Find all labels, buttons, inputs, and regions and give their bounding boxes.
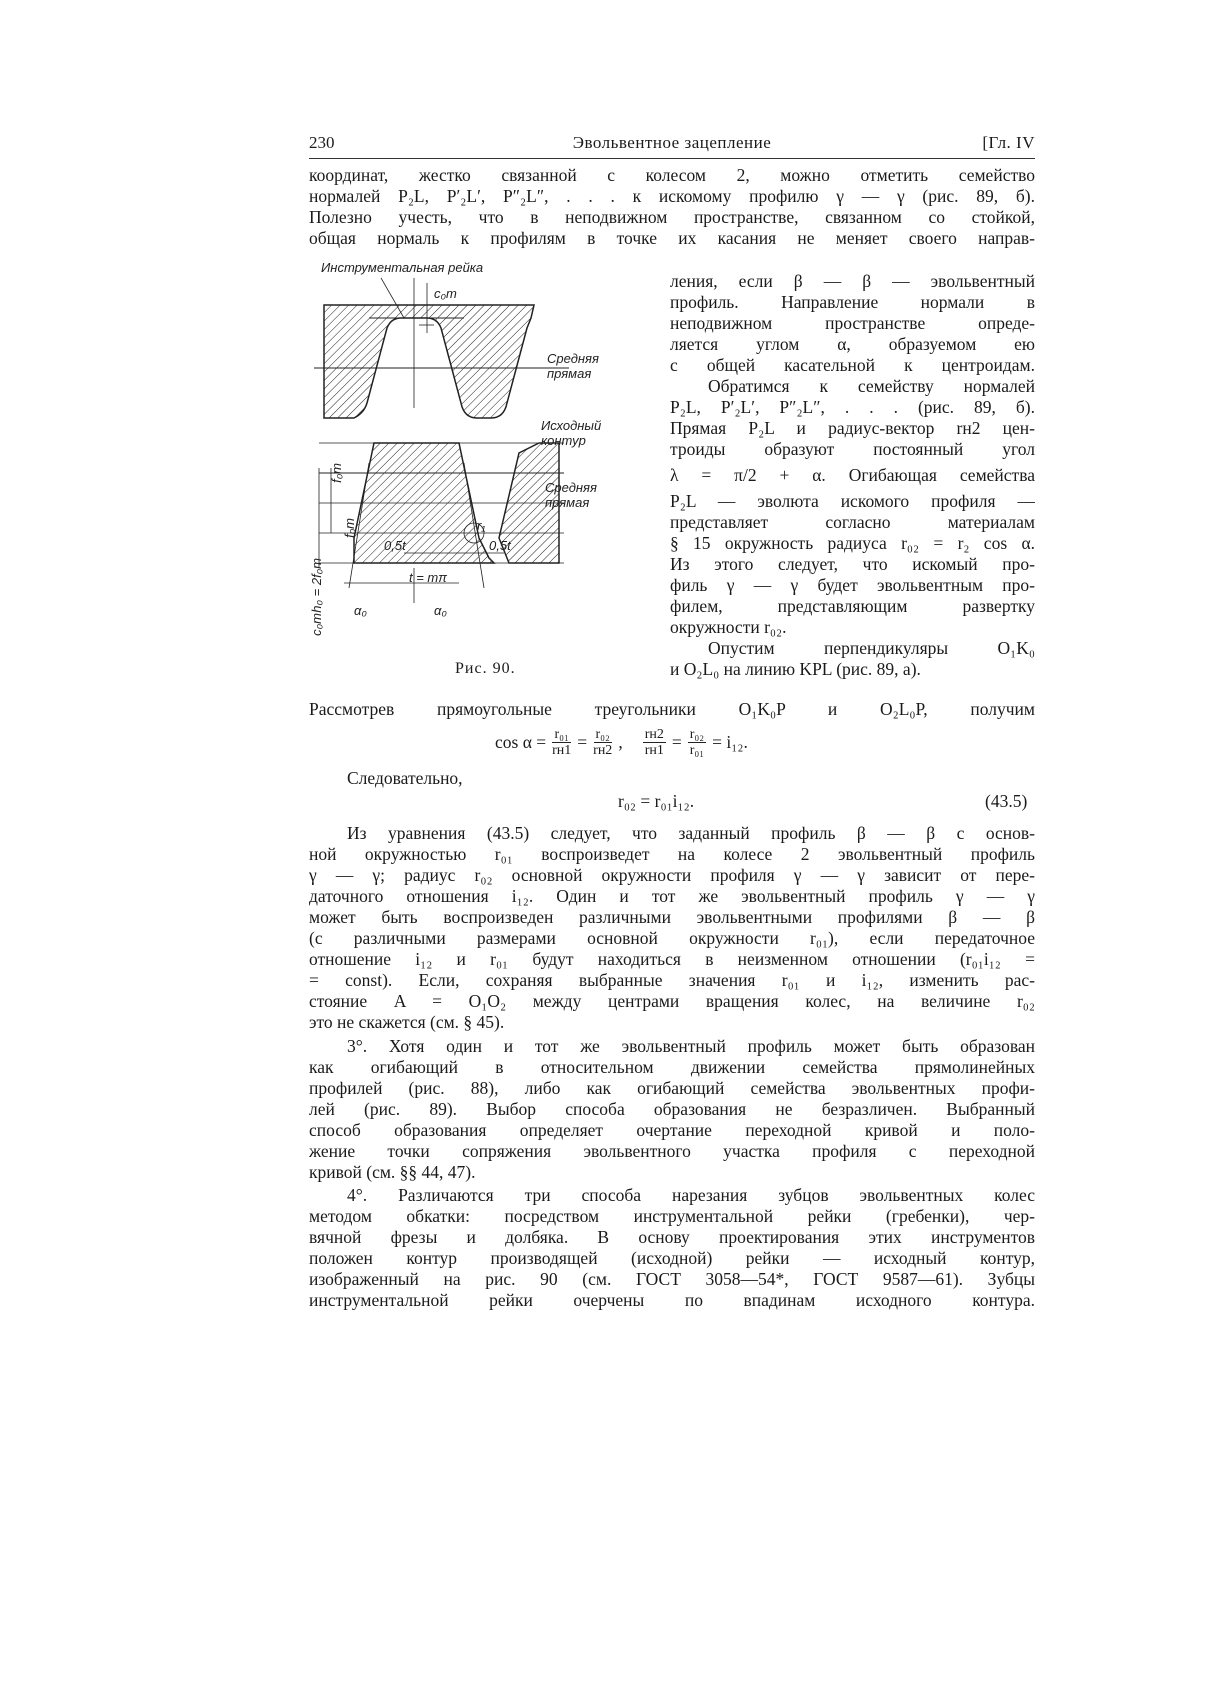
text-line: Из уравнения (43.5) следует, что заданный профиль β — β с основ- (347, 823, 1035, 843)
text-line: = const). Если, сохраняя выбранные значения r₀₁ и i₁₂, изменить рас- (309, 970, 1035, 990)
paragraph-3 (309, 1185, 1035, 1311)
text-line: ления, если β — β — эвольвентный (670, 271, 1035, 291)
numerator: r₀₁ (554, 727, 569, 742)
fraction (688, 727, 706, 758)
denominator: r₀₁ (689, 743, 705, 758)
text-line: способ образования определяет очертание переходной кривой и поло- (309, 1120, 1035, 1140)
label-h0: h₀ = 2f₀m (309, 558, 324, 613)
numerator: r₀₂ (595, 727, 610, 742)
text-line: Полезно учесть, что в неподвижном пространстве, связанном со стойкой, (309, 207, 1035, 227)
fraction (552, 727, 571, 758)
running-header (309, 133, 1035, 155)
running-title: Эвольвентное зацепление (572, 133, 772, 152)
text-line: Прямая P₂L и радиус-вектор rн2 цен- (670, 418, 1035, 438)
text-line: с общей касательной к центроидам. (670, 355, 1035, 375)
text-line: отношение i₁₂ и r₀₁ будут находиться в неизменном отношении (r₀₁i₁₂ = (309, 949, 1035, 969)
text-line: положен контур производящей (исходной) рейки — исходный контур, (309, 1248, 1035, 1268)
fraction (593, 727, 612, 758)
label-f0m: f₀m (329, 463, 344, 483)
numerator: r₀₂ (689, 727, 705, 742)
figure-caption: Рис. 90. (455, 660, 516, 677)
text-line: инструментальной рейки очерчены по впадинам исходного контура. (309, 1290, 1035, 1310)
text-line: лей (рис. 89). Выбор способа образования не безразличен. Выбранный (309, 1099, 1035, 1119)
text-line: λ = π/2 + α. Огибающая семейства (670, 465, 1035, 485)
label-half-t-1: 0,5t (384, 538, 406, 553)
numerator: rн2 (644, 727, 664, 742)
top-paragraph (309, 165, 1035, 249)
hence-line: Следовательно, (347, 768, 463, 788)
label-alpha-1: α₀ (354, 603, 367, 618)
label-r1: r₁ (477, 518, 486, 533)
formula-rhs: = i₁₂. (712, 732, 748, 752)
text-line: изображенный на рис. 90 (см. ГОСТ 3058—54*, ГОСТ 9587—61). Зубцы (309, 1269, 1035, 1289)
formula-cos-alpha (495, 727, 748, 758)
text-line: координат, жестко связанной с колесом 2, можно отметить семейство (309, 165, 1035, 185)
text-line: § 15 окружность радиуса r₀₂ = r₂ cos α. (670, 533, 1035, 553)
text-line: Опустим перпендикуляры O₁K₀ (708, 638, 1035, 658)
text-line: это не скажется (см. § 45). (309, 1012, 505, 1032)
label-pitch: t = mπ (409, 570, 447, 585)
page-number: 230 (309, 133, 335, 152)
paragraph-2 (309, 1036, 1035, 1183)
text-line: Из этого следует, что искомый про- (670, 554, 1035, 574)
text-line: (с различными размерами основной окружности r₀₁), если передаточное (309, 928, 1035, 948)
lower-text (309, 699, 1035, 720)
text-line: нормалей P₂L, P′₂L′, P″₂L″, . . . к искомому профилю γ — γ (рис. 89, б). (309, 186, 1035, 206)
fraction (643, 727, 666, 758)
label-f0m-2: f₀m (342, 518, 357, 538)
text-line: общая нормаль к профилям в точке их касания не меняет своего направ- (309, 228, 1035, 248)
right-column-text (670, 271, 1035, 680)
text-line: и O₂L₀ на линию KPL (рис. 89, а). (670, 659, 921, 679)
text-line: троиды образуют постоянный угол (670, 439, 1035, 459)
text-line: 3°. Хотя один и тот же эвольвентный профиль может быть образован (347, 1036, 1035, 1056)
formula-43-5: r₀₂ = r₀₁i₁₂. (618, 791, 695, 811)
chapter-label: [Гл. IV (982, 133, 1035, 152)
text-line: Обратимся к семейству нормалей (708, 376, 1035, 396)
text-line: неподвижном пространстве опреде- (670, 313, 1035, 333)
text-line: филь γ — γ будет эвольвентным про- (670, 575, 1035, 595)
comma: , (618, 732, 623, 752)
text-line: методом обкатки: посредством инструментальной рейки (гребенки), чер- (309, 1206, 1035, 1226)
denominator: rн1 (552, 743, 572, 758)
text-line: представляет согласно материалам (670, 512, 1035, 532)
text-line: ляется углом α, образуемом ею (670, 334, 1035, 354)
denominator: rн1 (644, 743, 664, 758)
label-alpha-2: α₀ (434, 603, 447, 618)
text-line: P₂L, P′₂L′, P″₂L″, . . . (рис. 89, б). (670, 397, 1035, 417)
figure-90 (309, 260, 664, 668)
label-instrument-rack: Инструментальная рейка (321, 260, 484, 275)
text-line: может быть воспроизведен различными эвольвентными профилями β — β (309, 907, 1035, 927)
text-line: филем, представляющим развертку (670, 596, 1035, 616)
text-line: жение точки сопряжения эвольвентного участка профиля с переходной (309, 1141, 1035, 1161)
text-line: даточного отношения i₁₂. Один и тот же эвольвентный профиль γ — γ (309, 886, 1035, 906)
label-mid-line-1: Средняя прямая (547, 351, 599, 381)
label-half-t-2: 0,5t (489, 538, 511, 553)
text-line: как огибающий в относительном движении семейства прямолинейных (309, 1057, 1035, 1077)
text-line: Рассмотрев прямоугольные треугольники O₁K₀P и O₂L₀P, получим (309, 699, 1035, 719)
denominator: rн2 (593, 743, 613, 758)
paragraph-1 (309, 823, 1035, 1033)
label-c0m-top: c₀m (434, 286, 457, 301)
text-line: 4°. Различаются три способа нарезания зубцов эвольвентных колес (347, 1185, 1035, 1205)
text-line: вячной фрезы и долбяка. В основу проектирования этих инструментов (309, 1227, 1035, 1247)
text-line: γ — γ; радиус r₀₂ основной окружности профиля γ — γ зависит от пере- (309, 865, 1035, 885)
text-line: окружности r₀₂. (670, 617, 787, 637)
text-line: профилей (рис. 88), либо как огибающий семейства эвольвентных профи- (309, 1078, 1035, 1098)
label-c0m-bottom: c₀m (309, 613, 324, 636)
equals: = (671, 732, 682, 752)
label-reference-contour: Исходный контур (541, 418, 602, 448)
equation-number: (43.5) (985, 791, 1028, 811)
text-line: ной окружностью r₀₁ воспроизведет на колесе 2 эвольвентный профиль (309, 844, 1035, 864)
text-line: P₂L — эволюта искомого профиля — (670, 491, 1035, 511)
label-mid-line-2: Средняя прямая (545, 480, 597, 510)
equals: = (577, 732, 588, 752)
header-rule (309, 158, 1035, 159)
text-line: стояние A = O₁O₂ между центрами вращения колес, на величине r₀₂ (309, 991, 1035, 1011)
text-line: профиль. Направление нормали в (670, 292, 1035, 312)
text-line: кривой (см. §§ 44, 47). (309, 1162, 476, 1182)
formula-lhs: cos α = (495, 732, 547, 752)
